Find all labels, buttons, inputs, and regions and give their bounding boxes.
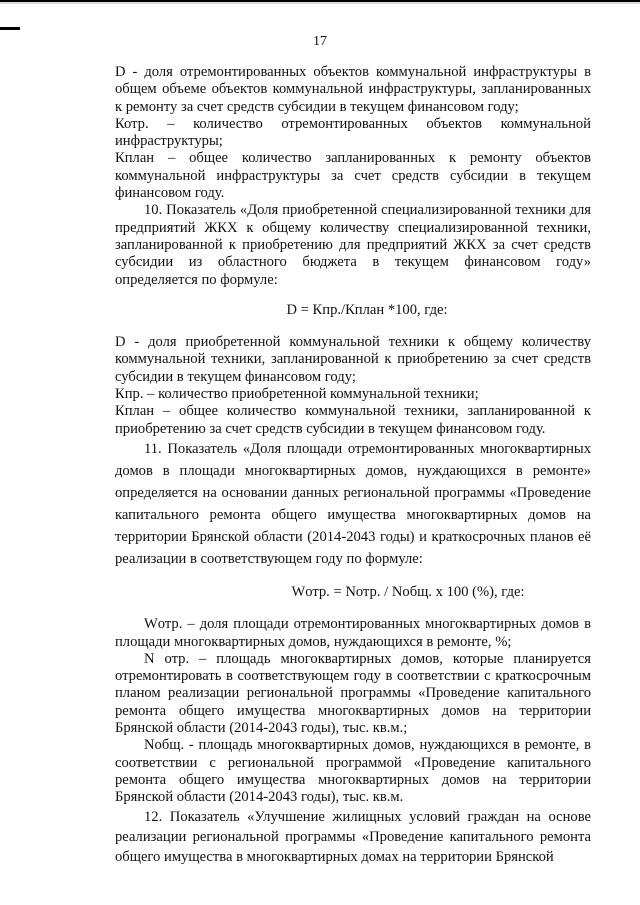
definition-kplan-repair: Кплан – общее количество запланированных к ремонту объектов коммунальной инфраструктуры за счет средств субсидии в текущем финансовом году. [115,150,591,202]
formula-vehicles: D = Кпр./Кплан *100, где: [286,301,448,318]
document-body [115,64,591,867]
definition-d-vehicles-share: D - доля приобретенной коммунальной техники к общему количеству коммунальной техники, запланированной к приобретению за счет средств субсидии в текущем финансовом году; [115,334,591,385]
definition-d-repaired-share: D - доля отремонтированных объектов коммунальной инфраструктуры в общем объеме объектов коммунальной инфраструктуры, запланированных к ремонту за счет средств субсидии в текущем финансовом году; [115,64,591,115]
page-number: 17 [313,34,327,49]
definition-wotr: Wотр. – доля площади отремонтированных многоквартирных домов в площади многоквартирных домов, нуждающихся в ремонте, %; [115,616,591,650]
definition-kplan-vehicles: Кплан – общее количество коммунальной техники, запланированной к приобретению за счет средств субсидии в текущем финансовом году. [115,403,591,437]
definition-kpr: Кпр. – количество приобретенной коммунальной техники; [115,386,479,403]
paragraph-item-11: 11. Показатель «Доля площади отремонтированных многоквартирных домов в площади многоквартирных домов, нуждающихся в ремонте» определяется на основании данных региональной программы «Проведение капитального ремонта общего имущества многоквартирных домов на территории Брянской области (2014-2043 годы) и краткосрочных планов её реализации в соответствующем году по формуле: [115,440,591,567]
definition-nobsh: Nобщ. - площадь многоквартирных домов, нуждающихся в ремонте, в соответствии с региональной программой «Проведение капитального ремонта общего имущества многоквартирных домов на территории Брянской области (2014-2043 годы), тыс. кв.м. [115,737,591,806]
paragraph-item-12: 12. Показатель «Улучшение жилищных условий граждан на основе реализации региональной программы «Проведение капитального ремонта общего имущества в многоквартирных домах на территории Брянской [115,808,591,865]
formula-area: Wотр. = Nотр. / Nобщ. х 100 (%), где: [291,583,525,600]
definition-notr: N отр. – площадь многоквартирных домов, которые планируется отремонтировать в соответствующем году в соответствии с краткосрочным планом реализации региональной программы «Проведение капитального ремонта общего имущества многоквартирных домов на территории Брянской области (2014-2043 годы), тыс. кв.м.; [115,650,591,737]
scan-mark-left [0,27,20,30]
scan-border-top [0,0,640,6]
paragraph-item-10: 10. Показатель «Доля приобретенной специализированной техники для предприятий ЖКХ к общему количеству специализированной техники, запланированной к приобретению для предприятий ЖКХ за счет средств субсидии из областного бюджета в текущем финансовом году» определяется по формуле: [115,202,591,288]
definition-kotr: Котр. – количество отремонтированных объектов коммунальной инфраструктуры; [115,115,591,150]
